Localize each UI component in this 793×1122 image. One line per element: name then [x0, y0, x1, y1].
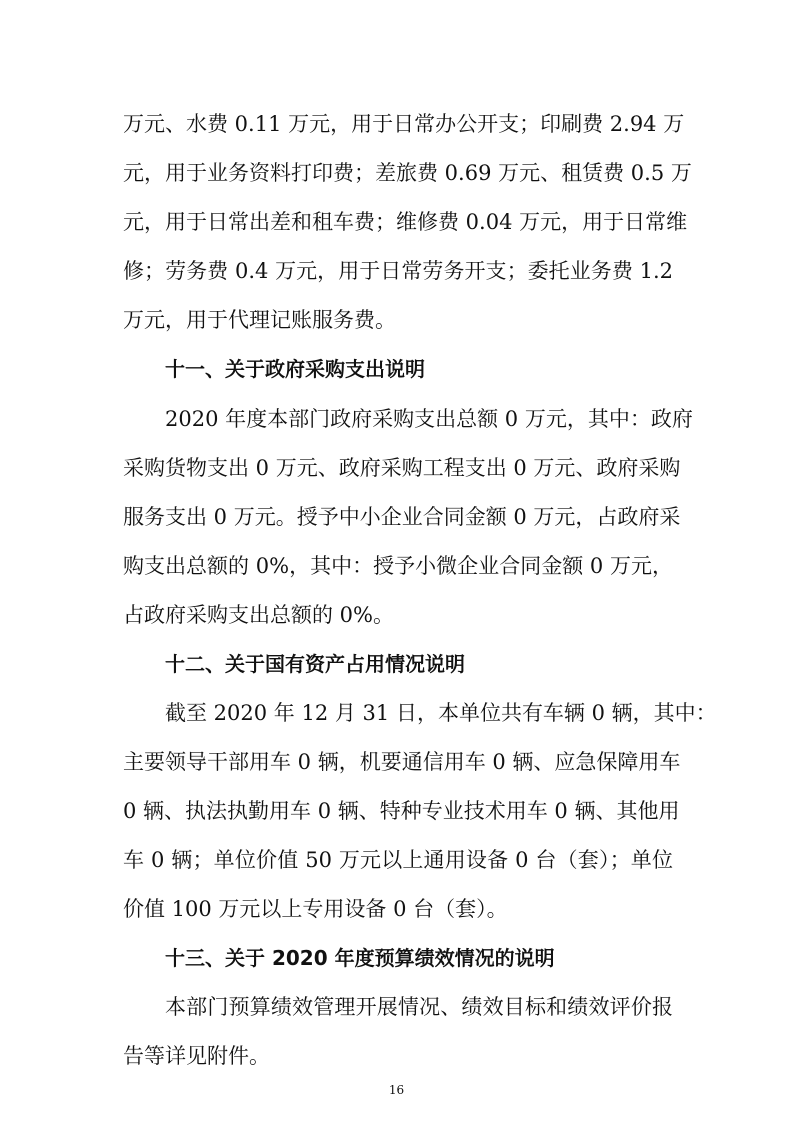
section-heading-performance: 十三、关于 2020 年度预算绩效情况的说明 — [165, 946, 555, 970]
paragraph-line: 本部门预算绩效管理开展情况、绩效目标和绩效评价报 — [165, 995, 673, 1019]
paragraph-line: 万元，用于代理记账服务费。 — [123, 308, 396, 332]
paragraph-line: 采购货物支出 0 万元、政府采购工程支出 0 万元、政府采购 — [123, 456, 681, 480]
paragraph-line: 万元、水费 0.11 万元，用于日常办公开支；印刷费 2.94 万 — [123, 112, 685, 136]
paragraph-line: 车 0 辆；单位价值 50 万元以上通用设备 0 台（套）；单位 — [123, 848, 673, 872]
paragraph-line: 截至 2020 年 12 月 31 日，本单位共有车辆 0 辆，其中： — [165, 701, 717, 725]
paragraph-line: 修；劳务费 0.4 万元，用于日常劳务开支；委托业务费 1.2 — [123, 259, 673, 283]
paragraph-line: 元，用于业务资料打印费；差旅费 0.69 万元、租赁费 0.5 万 — [123, 161, 692, 185]
paragraph-line: 元，用于日常出差和租车费；维修费 0.04 万元，用于日常维 — [123, 210, 688, 234]
paragraph-line: 购支出总额的 0%，其中：授予小微企业合同金额 0 万元， — [123, 554, 673, 578]
section-heading-government-procurement: 十一、关于政府采购支出说明 — [165, 357, 425, 381]
paragraph-line: 服务支出 0 万元。授予中小企业合同金额 0 万元，占政府采 — [123, 505, 681, 529]
paragraph-line: 价值 100 万元以上专用设备 0 台（套）。 — [123, 897, 508, 921]
page-number: 16 — [388, 1083, 405, 1097]
section-heading-state-assets: 十二、关于国有资产占用情况说明 — [165, 652, 465, 676]
paragraph-line: 0 辆、执法执勤用车 0 辆、特种专业技术用车 0 辆、其他用 — [123, 799, 680, 823]
paragraph-line: 2020 年度本部门政府采购支出总额 0 万元，其中：政府 — [165, 407, 693, 431]
paragraph-line: 主要领导干部用车 0 辆，机要通信用车 0 辆、应急保障用车 — [123, 750, 681, 774]
paragraph-line: 占政府采购支出总额的 0%。 — [123, 603, 394, 627]
paragraph-line: 告等详见附件。 — [123, 1044, 270, 1068]
